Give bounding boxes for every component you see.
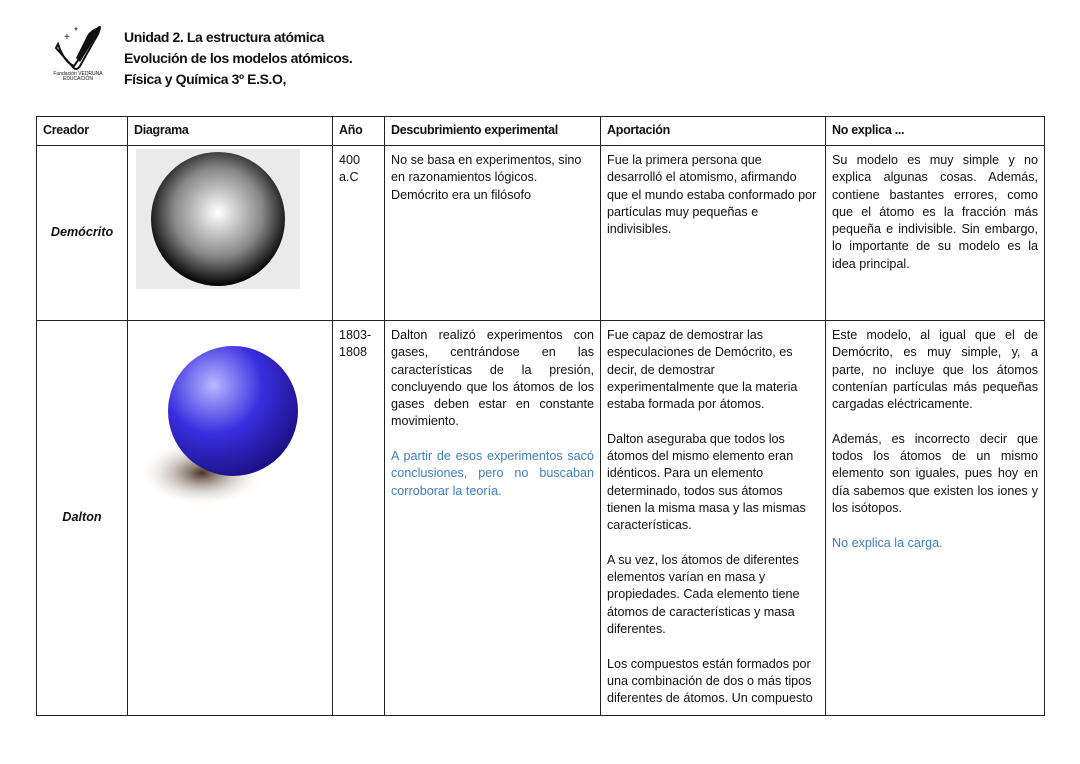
col-year: Año [333, 117, 385, 146]
contribution-text: Dalton aseguraba que todos los átomos del mismo elemento eran idénticos. Para un elemento determinado, todos sus átomos tienen la misma masa y las mismas características. [607, 431, 806, 533]
discovery-text: No se basa en experimentos, sino en razonamientos lógicos. Demócrito era un filósofo [391, 153, 582, 202]
contribution-cell [601, 321, 826, 716]
not-explained-note: No explica la carga. [832, 535, 943, 550]
contribution-text: Fue capaz de demostrar las especulaciones de Demócrito, es decir, de demostrar experimentalmente que la materia estaba formada por átomos. [607, 328, 798, 412]
col-not-explained: No explica ... [826, 117, 1045, 146]
contribution-text: A su vez, los átomos de diferentes elementos varían en masa y propiedades. Cada elemento tiene átomos de características y masa diferentes. [607, 552, 800, 637]
discovery-cell [385, 321, 601, 716]
democritus-sphere-diagram [136, 149, 300, 289]
table-row [37, 146, 1045, 321]
col-discovery: Descubrimiento experimental [385, 117, 601, 146]
contribution-text: Fue la primera persona que desarrolló el atomismo, afirmando que el mundo estaba conformado por partículas muy pequeñas e indivisibles. [607, 153, 817, 237]
not-explained-cell [826, 321, 1045, 716]
not-explained-text: Su modelo es muy simple y no explica algunas cosas. Además, contiene bastantes errores, como que el átomo es la fracción más pequeña e indivisible. Sin embargo, lo importante de su modelo es la idea principal. [832, 153, 1038, 271]
document-header [124, 27, 352, 90]
unit-title: Unidad 2. La estructura atómica [124, 29, 324, 45]
not-explained-text: Este modelo, al igual que el de Demócrito, es muy simple, y, a parte, no incluye que los átomos contenían partículas más pequeñas cargadas eléctricamente. [832, 328, 1038, 412]
course-title: Física y Química 3º E.S.O, [124, 71, 287, 87]
svg-text:+: + [64, 32, 70, 43]
col-contribution: Aportación [601, 117, 826, 146]
creator-cell: Dalton [37, 321, 128, 716]
diagram-cell [128, 146, 333, 321]
not-explained-text: Además, es incorrecto decir que todos los átomos de un mismo elemento son iguales, pues hoy en día sabemos que existen los iones y los isótopos. [832, 431, 1038, 515]
year-cell: 1803-1808 [333, 321, 385, 716]
svg-text:*: * [74, 26, 78, 37]
discovery-text: Dalton realizó experimentos con gases, centrándose en las características de la presión, concluyendo que los átomos de los gases deben estar en constante movimiento. [391, 328, 594, 429]
col-diagram: Diagrama [128, 117, 333, 146]
col-creator: Creador [37, 117, 128, 146]
contribution-text: Los compuestos están formados por una combinación de dos o más tipos diferentes de átomos. Un compuesto [607, 656, 813, 706]
table-header-row [37, 117, 1045, 146]
dalton-sphere-diagram [132, 325, 328, 515]
not-explained-cell [826, 146, 1045, 321]
atomic-models-table [36, 116, 1045, 716]
topic-title: Evolución de los modelos atómicos. [124, 50, 353, 66]
discovery-note: A partir de esos experimentos sacó conclusiones, pero no buscaban corroborar la teoría. [391, 449, 594, 498]
creator-cell: Demócrito [37, 146, 128, 321]
logo-text: Fundación VEDRUNA EDUCACIÓN [53, 71, 103, 82]
contribution-cell [601, 146, 826, 321]
discovery-cell [385, 146, 601, 321]
year-cell: 400 a.C [333, 146, 385, 321]
diagram-cell [128, 321, 333, 716]
table-row [37, 321, 1045, 716]
